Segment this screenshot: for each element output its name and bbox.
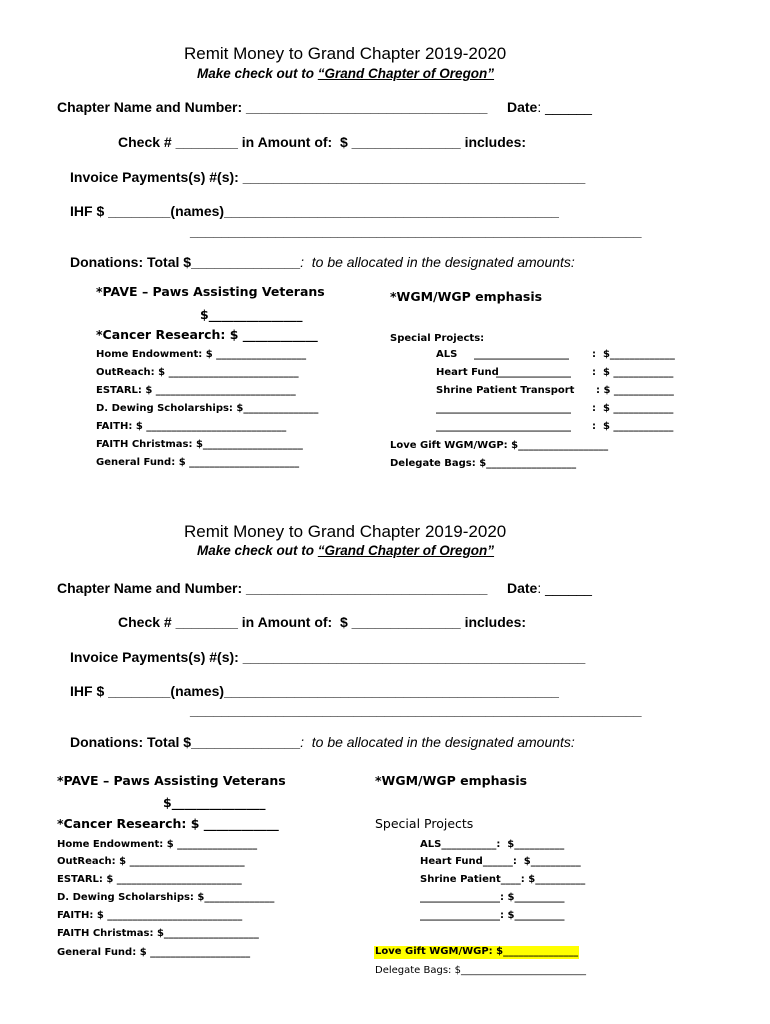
- donations-total-field[interactable]: Donations: Total $______________: to be allocated in the designated amounts:: [70, 254, 575, 270]
- ihf-names-continuation[interactable]: __________________________________________________________: [190, 702, 642, 718]
- special-project-amount[interactable]: : $ ____________: [592, 403, 674, 414]
- date-field[interactable]: Date: ______: [507, 580, 592, 596]
- special-project-row[interactable]: ________________: $__________: [420, 910, 565, 921]
- form-title: Remit Money to Grand Chapter 2019-2020: [184, 522, 507, 541]
- donations-total-field[interactable]: Donations: Total $______________: to be allocated in the designated amounts:: [70, 734, 575, 750]
- faith-field[interactable]: FAITH: $ ____________________________: [96, 421, 287, 432]
- special-project-row[interactable]: ALS___________: $__________: [420, 839, 565, 850]
- check-amount-field[interactable]: Check # ________ in Amount of: $ ______________ includes:: [118, 134, 527, 150]
- special-project-line[interactable]: ___________________________: [436, 403, 571, 414]
- chapter-name-field[interactable]: Chapter Name and Number: _______________________________: [57, 99, 488, 115]
- wgm-emphasis-label: *WGM/WGP emphasis: [375, 773, 528, 788]
- special-project-row[interactable]: Shrine Patient____: $__________: [420, 874, 586, 885]
- cancer-research-field[interactable]: *Cancer Research: $ ____________: [57, 816, 279, 831]
- special-project-row[interactable]: Heart Fund______: $__________: [420, 856, 581, 867]
- special-project-name: Heart Fund: [436, 367, 499, 378]
- cancer-research-field[interactable]: *Cancer Research: $ ____________: [96, 327, 318, 342]
- ihf-names-field[interactable]: IHF $ ________(names)___________________________________________: [70, 203, 559, 219]
- special-project-row[interactable]: ________________: $__________: [420, 892, 565, 903]
- form-subtitle: Make check out to “Grand Chapter of Oregon”: [197, 66, 495, 81]
- special-project-line[interactable]: ___________________: [474, 349, 569, 360]
- pave-label: *PAVE – Paws Assisting Veterans: [96, 284, 325, 299]
- dewing-scholarships-field[interactable]: D. Dewing Scholarships: $_______________: [96, 403, 319, 414]
- pave-amount-field[interactable]: $_______________: [163, 795, 266, 810]
- dewing-scholarships-field[interactable]: D. Dewing Scholarships: $______________: [57, 892, 275, 903]
- special-project-name: ALS: [436, 349, 458, 360]
- pave-label: *PAVE – Paws Assisting Veterans: [57, 773, 286, 788]
- date-field[interactable]: Date: ______: [507, 99, 592, 115]
- form-subtitle: Make check out to “Grand Chapter of Oregon”: [197, 543, 495, 558]
- special-project-line[interactable]: _______________: [496, 367, 571, 378]
- invoice-payments-field[interactable]: Invoice Payments(s) #(s): ____________________________________________: [70, 649, 586, 665]
- outreach-field[interactable]: OutReach: $ _______________________: [57, 856, 245, 867]
- home-endowment-field[interactable]: Home Endowment: $ __________________: [96, 349, 307, 360]
- payee-name: “Grand Chapter of Oregon”: [317, 543, 495, 558]
- special-project-amount[interactable]: : $ ____________: [592, 367, 674, 378]
- general-fund-field[interactable]: General Fund: $ ____________________: [57, 947, 251, 958]
- special-projects-label: Special Projects: [375, 816, 474, 831]
- estarl-field[interactable]: ESTARL: $ ____________________________: [96, 385, 296, 396]
- special-project-amount[interactable]: : $ ____________: [596, 385, 674, 396]
- estarl-field[interactable]: ESTARL: $ _________________________: [57, 874, 242, 885]
- special-project-amount[interactable]: : $_____________: [592, 349, 675, 360]
- love-gift-field[interactable]: Love Gift WGM/WGP: $__________________: [390, 440, 609, 451]
- delegate-bags-field[interactable]: Delegate Bags: $_________________________: [375, 965, 586, 976]
- faith-field[interactable]: FAITH: $ ___________________________: [57, 910, 243, 921]
- invoice-payments-field[interactable]: Invoice Payments(s) #(s): ____________________________________________: [70, 169, 586, 185]
- outreach-field[interactable]: OutReach: $ __________________________: [96, 367, 299, 378]
- special-project-amount[interactable]: : $ ____________: [592, 421, 674, 432]
- chapter-name-field[interactable]: Chapter Name and Number: _______________________________: [57, 580, 488, 596]
- ihf-names-field[interactable]: IHF $ ________(names)___________________________________________: [70, 683, 559, 699]
- special-project-name: Shrine Patient Transport: [436, 385, 575, 396]
- special-projects-label: Special Projects:: [390, 333, 485, 344]
- pave-amount-field[interactable]: $_______________: [200, 307, 303, 322]
- payee-name: “Grand Chapter of Oregon”: [317, 66, 495, 81]
- general-fund-field[interactable]: General Fund: $ ______________________: [96, 457, 300, 468]
- home-endowment-field[interactable]: Home Endowment: $ ________________: [57, 839, 258, 850]
- check-amount-field[interactable]: Check # ________ in Amount of: $ ______________ includes:: [118, 614, 527, 630]
- faith-christmas-field[interactable]: FAITH Christmas: $___________________: [57, 928, 259, 939]
- love-gift-field[interactable]: Love Gift WGM/WGP: $_______________: [375, 946, 579, 957]
- special-project-line[interactable]: ___________________________: [436, 421, 571, 432]
- ihf-names-continuation[interactable]: __________________________________________________________: [190, 223, 642, 239]
- delegate-bags-field[interactable]: Delegate Bags: $__________________: [390, 458, 577, 469]
- faith-christmas-field[interactable]: FAITH Christmas: $____________________: [96, 439, 303, 450]
- wgm-emphasis-label: *WGM/WGP emphasis: [390, 289, 543, 304]
- form-title: Remit Money to Grand Chapter 2019-2020: [184, 44, 507, 63]
